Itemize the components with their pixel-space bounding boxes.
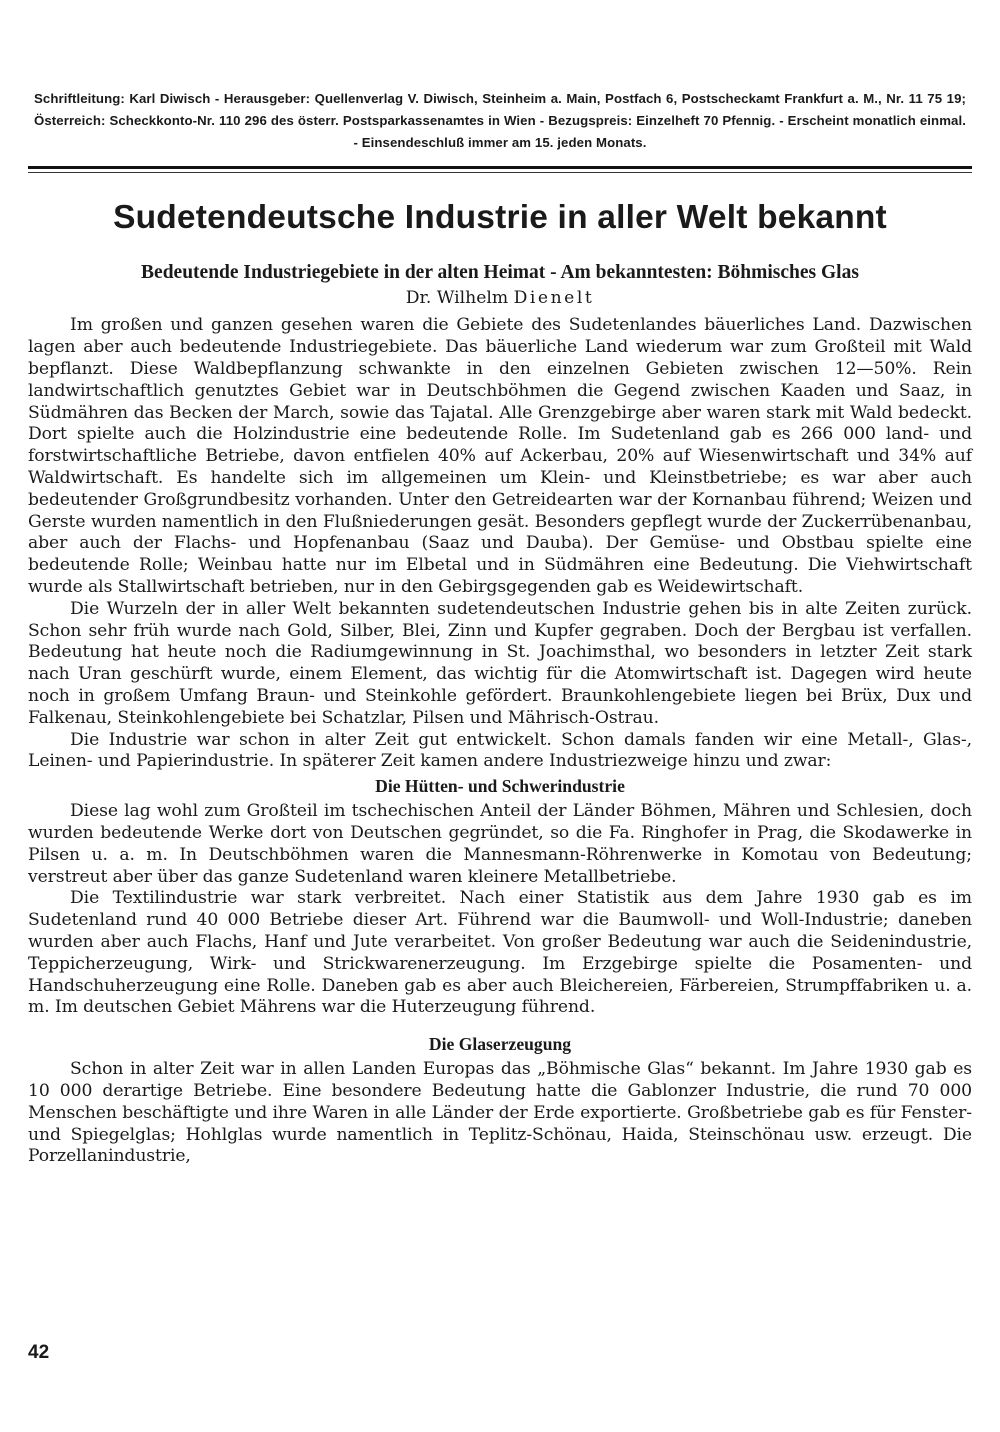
- author-first-name: Dr. Wilhelm: [405, 288, 509, 309]
- article-title: Sudetendeutsche Industrie in aller Welt bekannt: [113, 199, 887, 236]
- paragraph: Im großen und ganzen gesehen waren die Gebiete des Sudetenlandes bäuerliches Land. Dazwischen lagen aber auch bedeutende Industriegebiete. Das bäuerliche Land wiederum war zum Großteil mit Wald bepflanzt. Diese Waldbepflanzung schwankte in den einzelnen Gebieten zwischen 12—50%. Rein landwirtschaftlich genutztes Gebiet war in Deutschböhmen die Gegend zwischen Kaaden und Saaz, in Südmähren das Becken der March, sowie das Tajatal. Alle Grenzgebirge aber waren stark mit Wald bedeckt. Dort spielte auch die Holzindustrie eine bedeutende Rolle. Im Sudetenland gab es 266 000 land- und forstwirtschaftliche Betriebe, davon entfielen 40% auf Ackerbau, 20% auf Wiesenwirtschaft und 34% auf Waldwirtschaft. Es handelte sich im allgemeinen um Klein- und Kleinstbetriebe; es war aber auch bedeutender Großgrundbesitz vorhanden. Unter den Getreidearten war der Kornanbau führend; Weizen und Gerste wurden namentlich in den Flußniederungen gesät. Besonders gepflegt wurde der Zuckerrübenanbau, aber auch der Flachs- und Hopfenanbau (Saaz und Dauba). Der Gemüse- und Obstbau spielte eine bedeutende Rolle; Weinbau hatte nur im Elbetal und in Südmähren eine Bedeutung. Die Viehwirtschaft wurde als Stallwirtschaft betrieben, nur in den Gebirgsgegenden gab es Weidewirtschaft.: [28, 315, 972, 597]
- article-subtitle: Bedeutende Industriegebiete in der alten Heimat - Am bekanntesten: Böhmisches Glas: [141, 262, 859, 284]
- masthead-imprint: Schriftleitung: Karl Diwisch - Herausgeber: Quellenverlag V. Diwisch, Steinheim a. Main, Postfach 6, Postscheckamt Frankfurt a. M., Nr. 11 75 19; Österreich: Scheckkonto-Nr. 110 296 des österr. Postsparkassenamtes in Wien - Bezugspreis: Einzelheft 70 Pfennig. - Erscheint monatlich einmal. - Einsendeschluß immer am 15. jeden Monats.: [34, 91, 966, 150]
- paragraph: Die Textilindustrie war stark verbreitet. Nach einer Statistik aus dem Jahre 1930 gab es im Sudetenland rund 40 000 Betriebe dieser Art. Führend war die Baumwoll- und Woll-Industrie; daneben wurden aber auch Flachs, Hanf und Jute verarbeitet. Von großer Bedeutung war auch die Seidenindustrie, Teppicherzeugung, Wirk- und Strickwarenerzeugung. Im Erzgebirge spielte die Posamenten- und Handschuherzeugung eine Rolle. Daneben gab es aber auch Bleichereien, Färbereien, Strumpffabriken u. a. m. Im deutschen Gebiet Mährens war die Huterzeugung führend.: [28, 888, 972, 1018]
- section-heading-huetten: Die Hütten- und Schwerindustrie: [375, 776, 625, 797]
- page: [28, 88, 972, 1168]
- paragraph: Die Wurzeln der in aller Welt bekannten sudetendeutschen Industrie gehen bis in alte Zeiten zurück. Schon sehr früh wurde nach Gold, Silber, Blei, Zinn und Kupfer gegraben. Doch der Bergbau ist verfallen. Bedeutung hat heute noch die Radiumgewinnung in St. Joachimsthal, wo besonders in letzter Zeit stark nach Uran geschürft wurde, einem Element, das wichtig für die Atomwirtschaft ist. Dagegen wird heute noch in großem Umfang Braun- und Steinkohle gefördert. Braunkohlengebiete liegen bei Brüx, Dux und Falkenau, Steinkohlengebiete bei Schatzlar, Pilsen und Mährisch-Ostrau.: [28, 598, 972, 728]
- paragraph: Schon in alter Zeit war in allen Landen Europas das „Böhmische Glas“ bekannt. Im Jahre 1930 gab es 10 000 derartige Betriebe. Eine besondere Bedeutung hatte die Gablonzer Industrie, die rund 70 000 Menschen beschäftigte und ihre Waren in alle Länder der Erde exportierte. Großbetriebe gab es für Fenster- und Spiegelglas; Hohlglas wurde namentlich in Teplitz-Schönau, Haida, Steinschönau usw. erzeugt. Die Porzellanindustrie,: [28, 1059, 972, 1167]
- paragraph: Die Industrie war schon in alter Zeit gut entwickelt. Schon damals fanden wir eine Metall-, Glas-, Leinen- und Papierindustrie. In späterer Zeit kamen andere Industriezweige hinzu und zwar:: [28, 729, 972, 772]
- header-rule-thick: [28, 166, 972, 169]
- article-author: [28, 285, 972, 311]
- article-body: [28, 315, 972, 1168]
- page-number: 42: [28, 1342, 50, 1363]
- section-heading-glas: Die Glaserzeugung: [428, 1034, 572, 1055]
- paragraph: Diese lag wohl zum Großteil im tschechischen Anteil der Länder Böhmen, Mähren und Schlesien, doch wurden bedeutende Werke dort von Deutschen gegründet, so die Fa. Ringhofer in Prag, die Skodawerke in Pilsen u. a. m. In Deutschböhmen waren die Mannesmann-Röhrenwerke in Komotau von Bedeutung; verstreut aber über das ganze Sudetenland waren kleinere Metallbetriebe.: [28, 801, 972, 887]
- author-surname: Dienelt: [513, 288, 595, 309]
- header-rule-thin: [28, 172, 972, 173]
